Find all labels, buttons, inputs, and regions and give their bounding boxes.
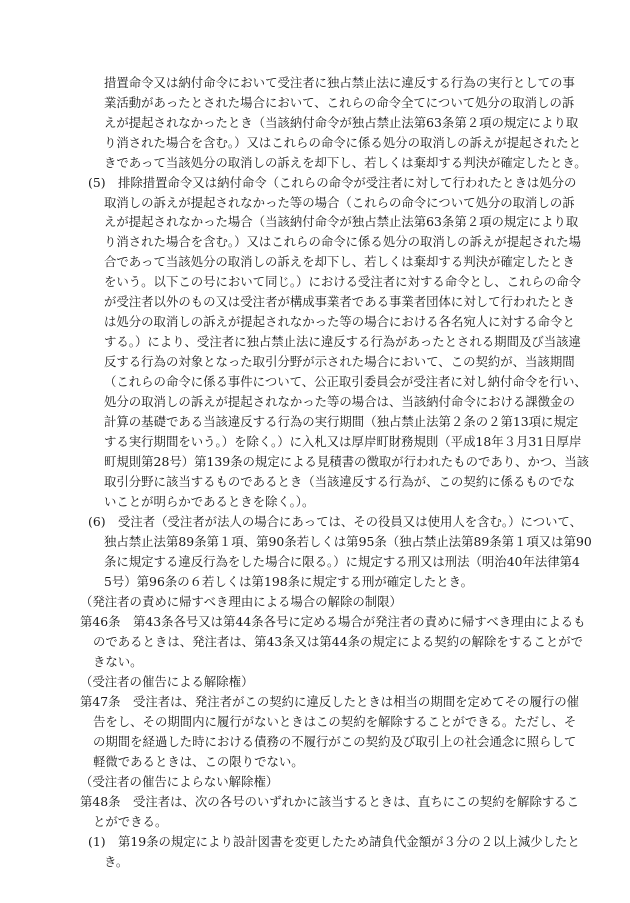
text-line: り消された場合を含む。）又はこれらの命令に係る処分の取消しの訴えが提起されたと (104, 135, 582, 150)
text-line: 取消しの訴えが提起されなかった等の場合（これらの命令について処分の取消しの訴 (104, 195, 575, 210)
text-line: が受注者以外のもの又は受注者が構成事業者である事業者団体に対して行われたとき (104, 294, 575, 309)
text-line: （これらの命令に係る事件について、公正取引委員会が受注者に対し納付命令を行い、 (104, 374, 587, 389)
text-line: きであって当該処分の取消しの訴えを却下し、若しくは棄却する判決が確定したとき。 (104, 155, 587, 170)
text-line: とができる。 (93, 814, 168, 829)
text-line: (6) 受注者（受注者が法人の場合にあっては、その役員又は使用人を含む。）について、 (88, 514, 582, 529)
text-line: の期間を経過した時における債務の不履行がこの契約及び取引上の社会通念に照らして (93, 734, 577, 749)
text-line: する実行期間をいう。）を除く。）に入札又は厚岸町財務規則（平成18年３月31日厚岸 (104, 434, 582, 449)
text-line: (5) 排除措置命令又は納付命令（これらの命令が受注者に対して行われたときは処分の (88, 175, 577, 190)
text-line: 第47条 受注者は、発注者がこの契約に違反したときは相当の期間を定めてその履行の催 (80, 694, 580, 709)
text-line: 業活動があったとされた場合において、これらの命令全てについて処分の取消しの訴 (104, 95, 575, 110)
text-line: 軽微であるときは、この限りでない。 (93, 754, 304, 769)
text-line: 取引分野に該当するものであるとき（当該違反する行為が、この契約に係るものでな (104, 474, 575, 489)
article-47-heading: （受注者の催告による解除権） (80, 674, 254, 689)
text-line: 町規則第28号）第139条の規定による見積書の徴取が行われたものであり、かつ、当該 (104, 454, 589, 469)
article-48-heading: （受注者の催告によらない解除権） (80, 774, 279, 789)
text-line: えが提起されなかった場合（当該納付命令が独占禁止法第63条第２項の規定により取 (104, 214, 579, 229)
text-line: いことが明らかであるときを除く。）。 (104, 494, 315, 509)
text-line: えが提起されなかったとき（当該納付命令が独占禁止法第63条第２項の規定により取 (104, 115, 579, 130)
text-line: 計算の基礎である当該違反する行為の実行期間（独占禁止法第２条の２第13項に規定 (104, 414, 579, 429)
text-line: 5号）第96条の６若しくは第198条に規定する刑が確定したとき。 (104, 574, 473, 589)
text-line: する。）により、受注者に独占禁止法に違反する行為があったとされる期間及び当該違 (104, 334, 581, 349)
text-line: のであるときは、発注者は、第43条又は第44条の規定による契約の解除をすることがで (93, 634, 583, 649)
text-line: 反する行為の対象となった取引分野が示された場合において、この契約が、当該期間 (104, 354, 575, 369)
text-line: き。 (104, 854, 129, 869)
text-line: 条に規定する違反行為をした場合に限る。）に規定する刑又は刑法（明治40年法律第4 (104, 554, 580, 569)
text-line: り消された場合を含む。）又はこれらの命令に係る処分の取消しの訴えが提起された場 (104, 234, 582, 249)
text-line: 第48条 受注者は、次の各号のいずれかに該当するときは、直ちにこの契約を解除するこ (80, 794, 580, 809)
text-line: 措置命令又は納付命令において受注者に独占禁止法に違反する行為の実行としての事 (104, 75, 575, 90)
text-line: 告をし、その期間内に履行がないときはこの契約を解除することができる。ただし、そ (93, 714, 577, 729)
text-line: 独占禁止法第89条第１項、第90条若しくは第95条（独占禁止法第89条第１項又は第90 (104, 534, 592, 549)
text-line: 合であって当該処分の取消しの訴えを却下し、若しくは棄却する判決が確定したとき (104, 254, 575, 269)
text-line: (1) 第19条の規定により設計図書を変更したため請負代金額が３分の２以上減少したと (88, 834, 580, 849)
article-46-heading: （発注者の責めに帰すべき理由による場合の解除の制限） (80, 594, 402, 609)
text-line: 第46条 第43条各号又は第44条各号に定める場合が発注者の責めに帰すべき理由によるも (80, 614, 586, 629)
text-line: は処分の取消しの訴えが提起されなかった等の場合における各名宛人に対する命令と (104, 314, 575, 329)
text-line: 処分の取消しの訴えが提起されなかった等の場合は、当該納付命令における課徴金の (104, 394, 575, 409)
text-line: きない。 (93, 654, 143, 669)
text-line: をいう。以下この号において同じ。）における受注者に対する命令とし、これらの命令 (104, 274, 582, 289)
